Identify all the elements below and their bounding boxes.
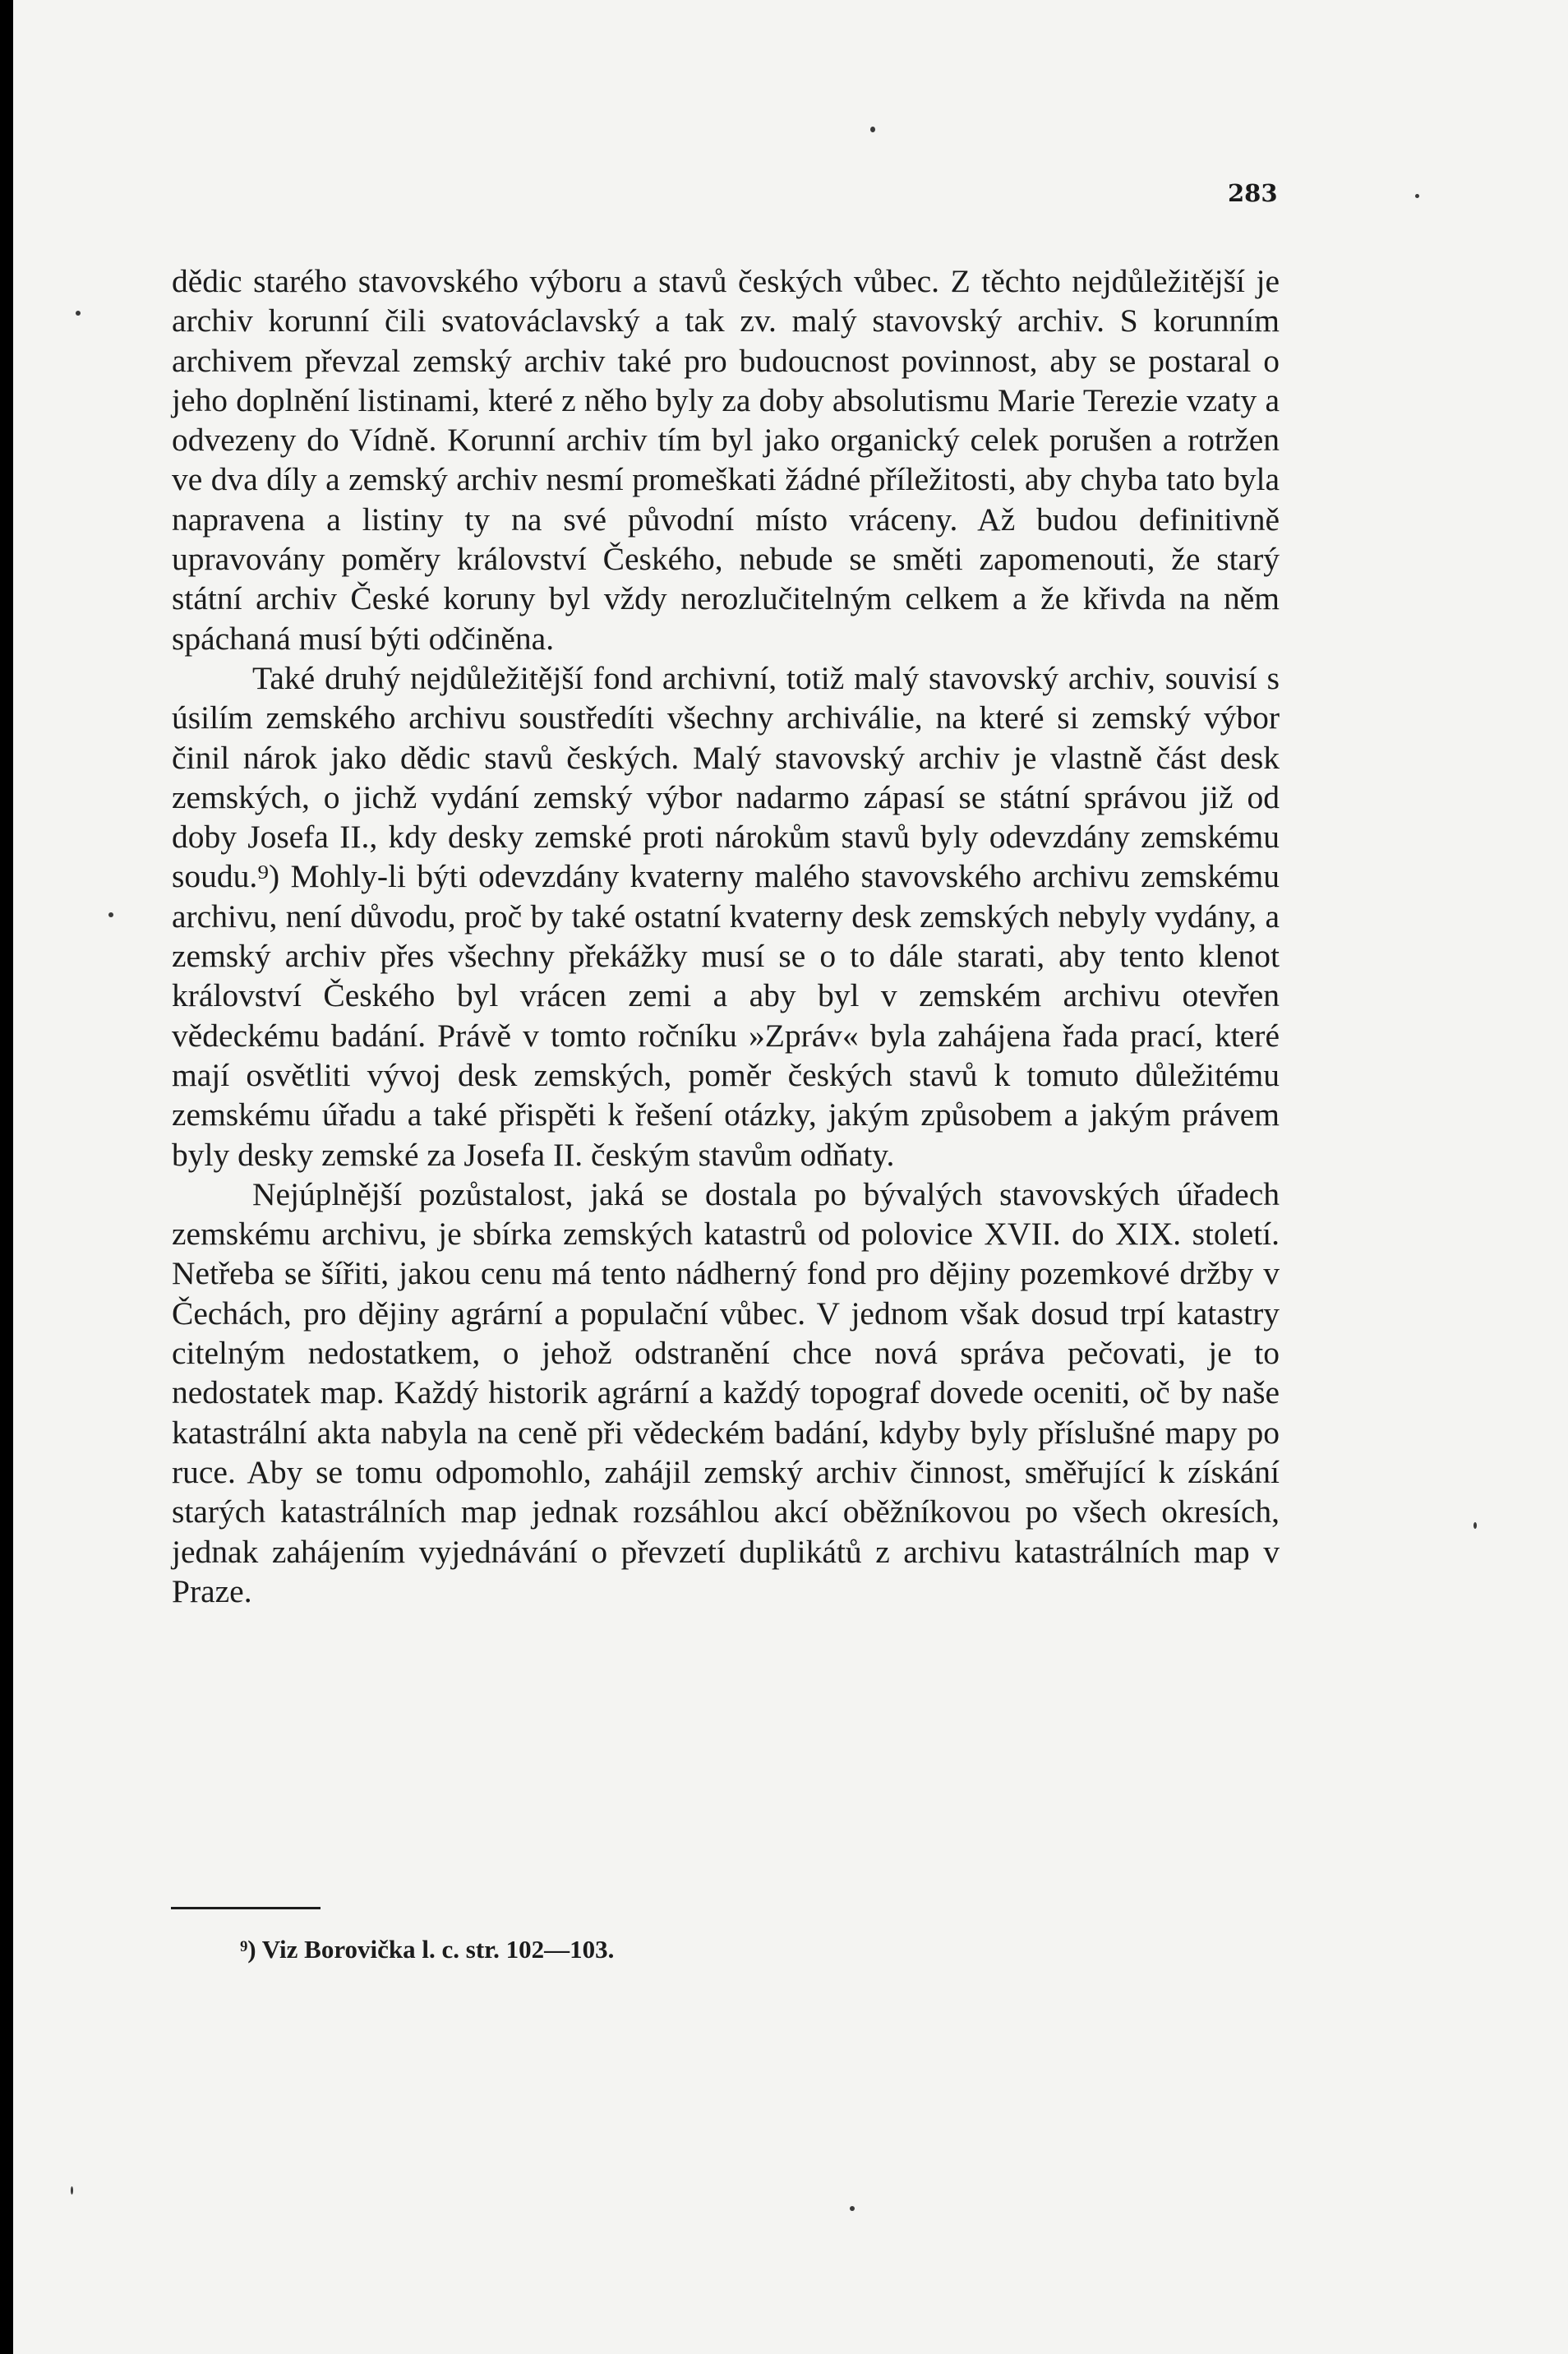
footnote: ⁹) Viz Borovička l. c. str. 102—103. — [240, 1935, 615, 1964]
paragraph-2: Také druhý nejdůležitější fond archivní, totiž malý stavovský archiv, souvisí s úsilím zemského archivu soustředíti všechny archiválie, na které si zemský výbor činil nárok jako dědic stavů českých. Malý stavovský archiv je vlastně část desk zemských, o jichž vydání zemský výbor nadarmo zápasí se státní správou již od doby Josefa II., kdy desky zemské proti nárokům stavů byly odevzdány zemskému soudu.⁹) Mohly-li býti odevzdány kvaterny malého stavovského archivu zemskému archivu, není důvodu, proč by také ostatní kvaterny desk zemských nebyly vydány, a zemský archiv přes všechny překážky musí se o to dále starati, aby tento klenot království Českého byl vrácen zemi a aby byl v zemském archivu otevřen vědeckému badání. Právě v tomto ročníku »Zpráv« byla zahájena řada prací, které mají osvětliti vývoj desk zemských, poměr českých stavů k tomuto důležitému zemskému úřadu a také přispěti k řešení otázky, jakým způsobem a jakým právem byly desky zemské za Josefa II. českým stavům odňaty. — [172, 659, 1280, 1173]
paragraph-3: Nejúplnější pozůstalost, jaká se dostala po bývalých stavovských úřadech zemskému archivu, je sbírka zemských katastrů od polovice XVII. do XIX. století. Netřeba se šířiti, jakou cenu má tento nádherný fond pro dějiny pozemkové držby v Čechách, pro dějiny agrární a populační vůbec. V jednom však dosud trpí katastry citelným nedostatkem, o jehož odstranění chce nová správa pečovati, je to nedostatek map. Každý historik agrární a každý topograf dovede oceniti, oč by naše katastrální akta nabyla na ceně při vědeckém badání, kdyby byly příslušné mapy po ruce. Aby se tomu odpomohlo, zahájil zemský archiv činnost, směřující k získání starých katastrálních map jednak rozsáhlou akcí oběžníkovou po všech okresích, jednak zahájením vyjednávání o převzetí duplikátů z archivu katastrálních map v Praze. — [172, 1175, 1280, 1609]
scan-speck — [1415, 194, 1419, 198]
scan-speck — [71, 2186, 73, 2195]
scan-speck — [1473, 1522, 1477, 1529]
paragraph-1: dědic starého stavovského výboru a stavů českých vůbec. Z těchto nejdůležitější je archiv korunní čili svatováclavský a tak zv. malý stavovský archiv. S korunním archivem převzal zemský archiv také pro budoucnost povinnost, aby se postaral o jeho doplnění listinami, které z něho byly za doby absolutismu Marie Terezie vzaty a odvezeny do Vídně. Korunní archiv tím byl jako organický celek porušen a rotržen ve dva díly a zemský archiv nesmí promeškati žádné příležitosti, aby chyba tato byla napravena a listiny ty na své původní místo vráceny. Až budou definitivně upravovány poměry království Českého, nebude se směti zapomenouti, že starý státní archiv České koruny byl vždy nerozlučitelným celkem a že křivda na něm spáchaná musí býti odčiněna. — [172, 263, 1280, 657]
document-page — [13, 0, 1568, 2354]
page-number: 283 — [1228, 179, 1278, 207]
scan-speck — [76, 311, 81, 316]
scan-speck — [850, 2206, 855, 2211]
body-text — [172, 261, 1280, 1611]
scan-speck — [108, 912, 113, 917]
footnote-rule — [171, 1907, 321, 1909]
scan-speck — [870, 127, 875, 132]
